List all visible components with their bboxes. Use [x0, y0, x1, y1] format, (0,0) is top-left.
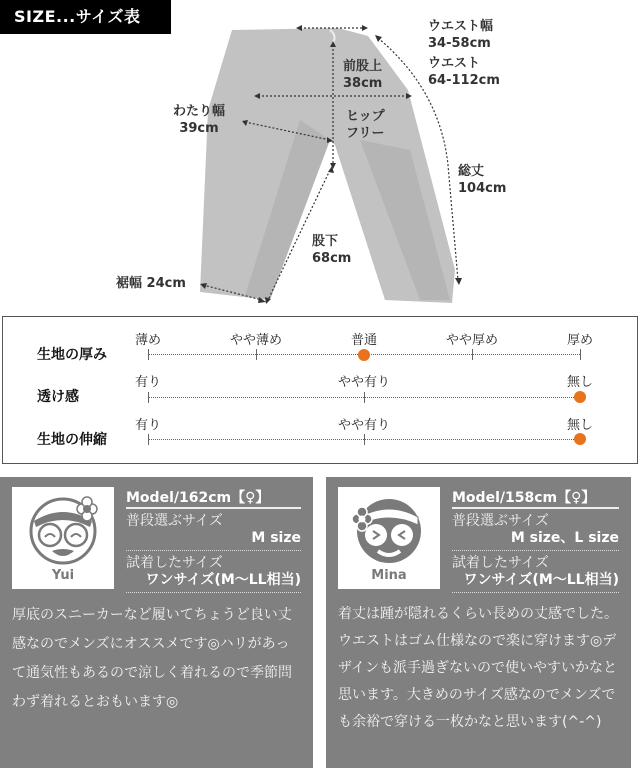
- tick-mark: [148, 434, 149, 445]
- waist-width-value: 34-58cm: [428, 36, 491, 51]
- waist-value: 64-112cm: [428, 73, 500, 88]
- model-name: Mina: [371, 568, 407, 583]
- usual-size-label: 普段選ぶサイズ: [126, 513, 223, 529]
- tick-mark: [364, 392, 365, 403]
- inseam-measurement: [312, 233, 351, 267]
- thigh-width-value: 39cm: [179, 121, 219, 136]
- tick-mark: [364, 434, 365, 445]
- avatar: [12, 487, 114, 589]
- model-card-mina: [326, 477, 631, 768]
- total-length-measurement: [458, 163, 506, 197]
- tried-size-label: 試着したサイズ: [452, 555, 549, 571]
- model-info: [126, 487, 301, 593]
- waist-measurement: [428, 55, 500, 89]
- fabric-properties-panel: [2, 316, 638, 464]
- stretch-indicator-dot: [574, 433, 586, 445]
- tick-label: 無し: [566, 375, 594, 390]
- pants-size-diagram: [0, 0, 640, 310]
- tick-label: 厚め: [566, 333, 594, 348]
- total-length-label: 総丈: [458, 164, 485, 179]
- hip-measurement: [346, 108, 385, 142]
- model-info: [452, 487, 619, 593]
- model-card-yui: [0, 477, 313, 768]
- tick-label: やや厚め: [445, 333, 499, 348]
- model-comment: 着丈は踵が隠れるくらい長めの丈感でした。ウエストはゴム仕様なので楽に穿けます◎デザインも派手過ぎないので使いやすいかなと思います。大きめのサイズ感なのでメンズでも余裕で穿ける一枚かなと思います(^-^): [338, 606, 618, 730]
- tick-mark: [472, 349, 473, 360]
- hip-label: ヒップ: [346, 109, 385, 124]
- tick-label: やや有り: [337, 375, 391, 390]
- tick-label: やや薄め: [229, 333, 283, 348]
- tick-mark: [580, 349, 581, 360]
- waist-label: ウエスト: [428, 56, 481, 71]
- usual-size-value: M size、L size: [452, 530, 619, 551]
- avatar: [338, 487, 440, 589]
- waist-width-label: ウエスト幅: [428, 19, 494, 34]
- tick-label: 有り: [134, 375, 162, 390]
- total-length-value: 104cm: [458, 181, 507, 196]
- inseam-label: 股下: [312, 234, 339, 249]
- tick-label: 有り: [134, 418, 162, 433]
- front-rise-value: 38cm: [343, 76, 383, 91]
- tick-label: 無し: [566, 418, 594, 433]
- tried-size-label: 試着したサイズ: [126, 555, 223, 571]
- front-rise-measurement: [343, 58, 382, 92]
- model-height: Model/162cm【♀】: [126, 487, 301, 509]
- usual-size-value: M size: [126, 530, 301, 551]
- stretch-label: 生地の伸縮: [37, 432, 107, 448]
- size-chart-title: SIZE...サイズ表: [0, 0, 171, 34]
- thigh-width-measurement: [173, 103, 225, 137]
- tried-size-value: ワンサイズ(M〜LL相当): [126, 572, 301, 593]
- inseam-value: 68cm: [312, 251, 352, 266]
- tick-mark: [148, 392, 149, 403]
- tick-label: 普通: [350, 333, 378, 348]
- hem-width-measurement: [116, 275, 186, 292]
- thickness-label: 生地の厚み: [37, 347, 107, 363]
- usual-size-label: 普段選ぶサイズ: [452, 513, 549, 529]
- sheerness-label: 透け感: [37, 389, 79, 405]
- hem-width-label: 裾幅: [116, 276, 143, 291]
- tick-mark: [256, 349, 257, 360]
- hip-value: フリー: [346, 126, 385, 141]
- model-name: Yui: [51, 568, 75, 583]
- thigh-width-label: わたり幅: [173, 104, 226, 119]
- hem-width-value: 24cm: [146, 276, 186, 291]
- tick-label: やや有り: [337, 418, 391, 433]
- sheerness-indicator-dot: [574, 391, 586, 403]
- thickness-indicator-dot: [358, 349, 370, 361]
- front-rise-label: 前股上: [343, 59, 383, 74]
- model-comment: 厚底のスニーカーなど履いてちょうど良い丈感なのでメンズにオススメです◎ハリがあって通気性もあるので涼しく着れるので季節問わず着れるとおもいます◎: [12, 607, 292, 710]
- tried-size-value: ワンサイズ(M〜LL相当): [452, 572, 619, 593]
- tick-mark: [148, 349, 149, 360]
- waist-width-measurement: [428, 18, 493, 52]
- tick-label: 薄め: [134, 333, 162, 348]
- model-height: Model/158cm【♀】: [452, 487, 619, 509]
